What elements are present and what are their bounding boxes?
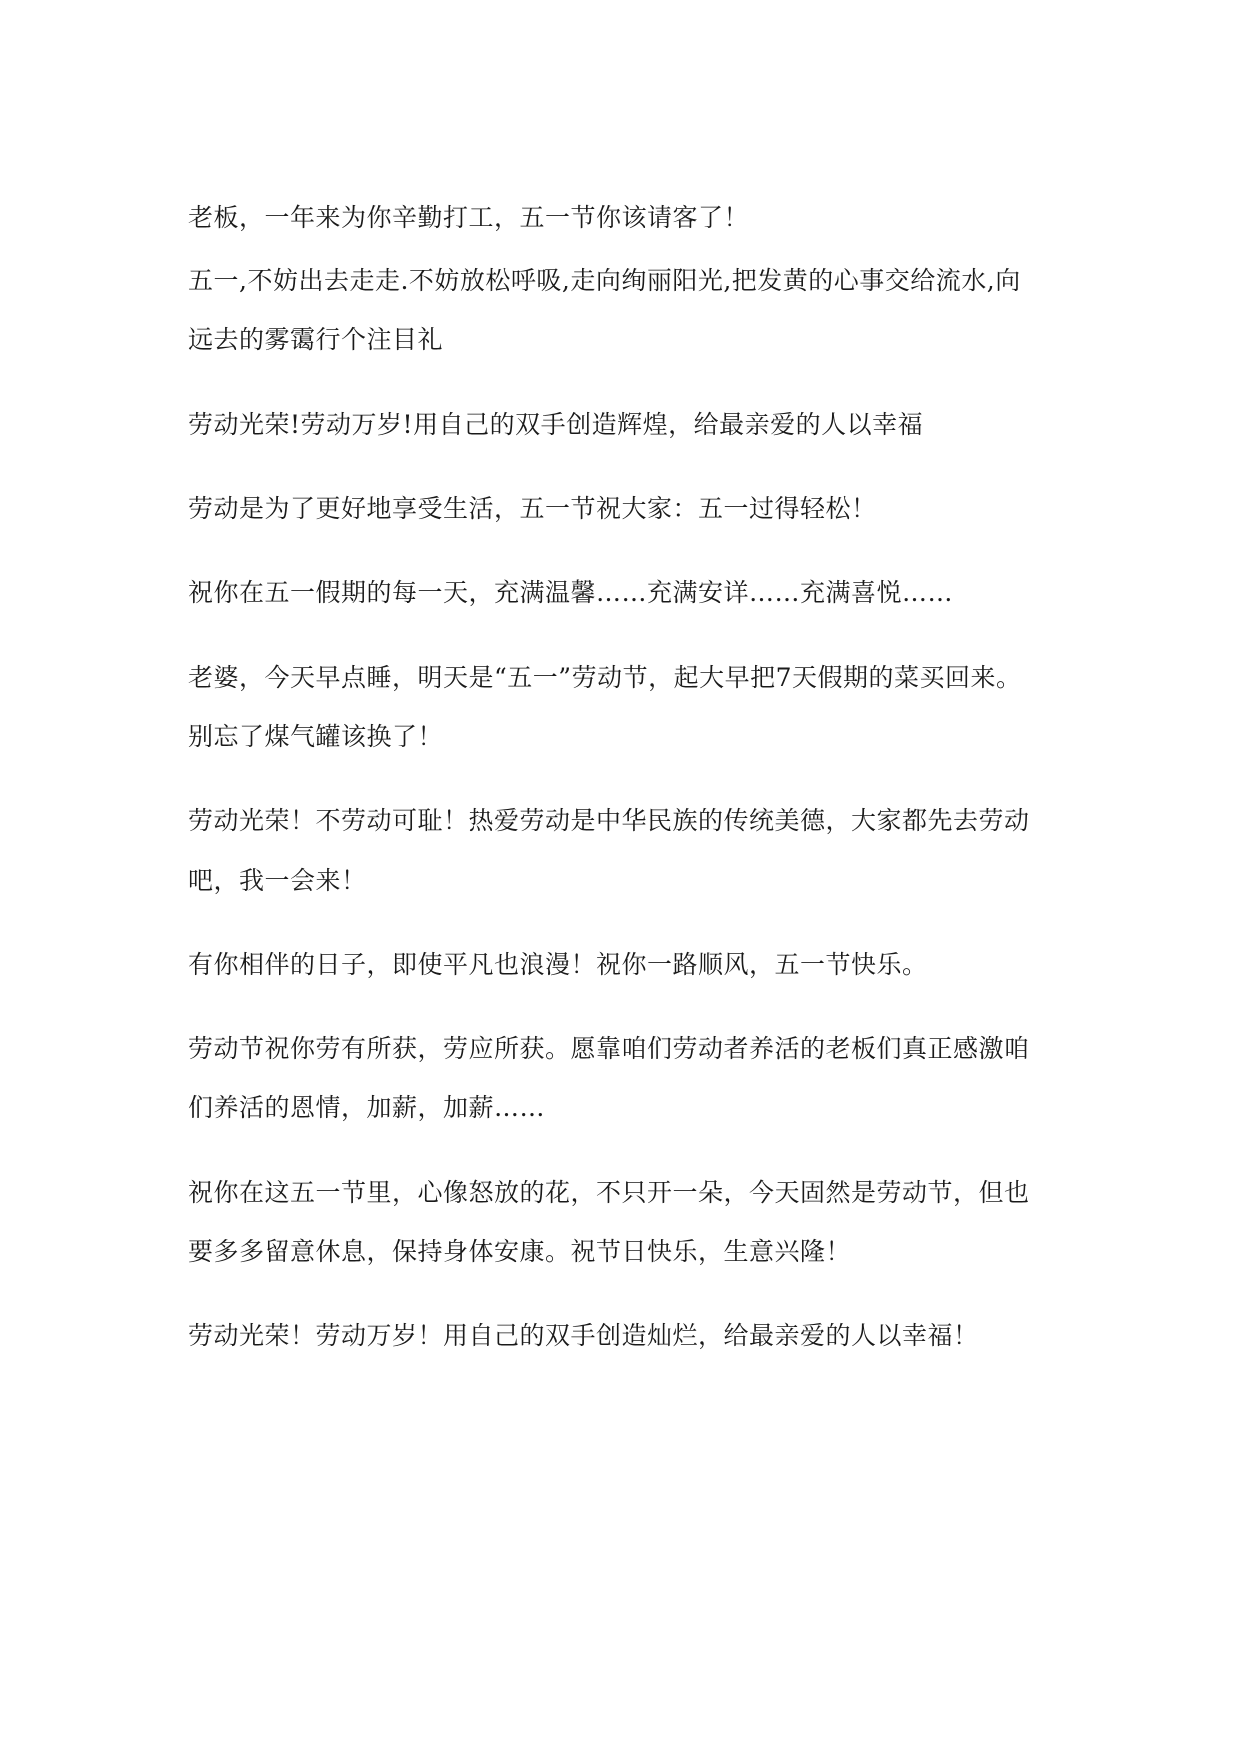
text-line: 劳动是为了更好地享受生活，五一节祝大家：五一过得轻松！ [188,494,877,523]
text-line: 要多多留意休息，保持身体安康。祝节日快乐，生意兴隆！ [188,1237,852,1266]
text-line: 祝你在五一假期的每一天，充满温馨……充满安详……充满喜悦…… [188,578,954,607]
text-line: 远去的雾霭行个注目礼 [188,325,444,354]
text-line: 劳动光荣！劳动万岁！用自己的双手创造灿烂，给最亲爱的人以幸福！ [188,1321,979,1350]
text-line: 劳动光荣!劳动万岁!用自己的双手创造辉煌，给最亲爱的人以幸福 [188,410,924,439]
text-line: 吧，我一会来！ [188,866,367,895]
text-line: 老婆，今天早点睡，明天是“五一”劳动节，起大早把7天假期的菜买回来。 [188,663,1022,692]
text-line: 劳动光荣！不劳动可耻！热爱劳动是中华民族的传统美德，大家都先去劳动 [188,806,1030,835]
text-line: 别忘了煤气罐该换了！ [188,722,444,751]
text-line: 祝你在这五一节里，心像怒放的花，不只开一朵，今天固然是劳动节，但也 [188,1178,1030,1207]
text-line: 老板，一年来为你辛勤打工，五一节你该请客了！ [188,203,750,232]
text-line: 们养活的恩情，加薪，加薪…… [188,1093,546,1122]
text-line: 劳动节祝你劳有所获，劳应所获。愿靠咱们劳动者养活的老板们真正感激咱 [188,1034,1030,1063]
text-line: 五一,不妨出去走走.不妨放松呼吸,走向绚丽阳光,把发黄的心事交给流水,向 [188,266,1021,295]
text-line: 有你相伴的日子，即使平凡也浪漫！祝你一路顺风，五一节快乐。 [188,950,928,979]
